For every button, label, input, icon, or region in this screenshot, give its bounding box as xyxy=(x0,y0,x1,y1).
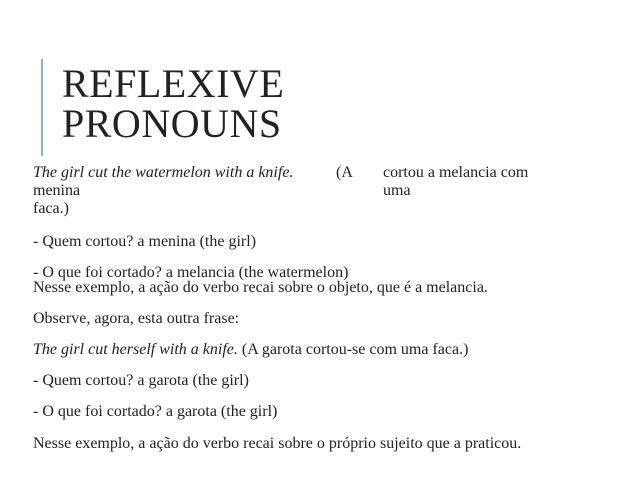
question2-what: - O que foi cortado? a garota (the girl) xyxy=(33,403,278,420)
example1-col2-line2: uma xyxy=(383,182,411,199)
observe-text: Observe, agora, esta outra frase: xyxy=(33,310,240,327)
example1-line3: faca.) xyxy=(33,200,69,217)
question2-who: - Quem cortou? a garota (the girl) xyxy=(33,372,249,389)
title-line-2: PRONOUNS xyxy=(62,101,282,146)
example1-col2-line1: cortou a melancia com xyxy=(383,164,529,181)
example2-portuguese: (A garota cortou-se com uma faca.) xyxy=(241,341,469,358)
example2-english: The girl cut herself with a knife. xyxy=(33,341,238,358)
title-accent-bar xyxy=(41,59,43,156)
slide-title xyxy=(62,61,285,146)
example1-english: The girl cut the watermelon with a knife. xyxy=(33,164,294,181)
example1-paren-open: (A xyxy=(336,164,353,181)
example2-line xyxy=(33,341,468,359)
conclusion1: Nesse exemplo, a ação do verbo recai sobre o objeto, que é a melancia. xyxy=(33,279,488,296)
title-line-1: REFLEXIVE xyxy=(62,61,285,106)
question1-what: - O que foi cortado? a melancia (the watermelon) xyxy=(33,264,349,281)
conclusion2: Nesse exemplo, a ação do verbo recai sobre o próprio sujeito que a praticou. xyxy=(33,435,522,452)
question1-who: - Quem cortou? a menina (the girl) xyxy=(33,233,257,250)
example1-line2: menina xyxy=(33,182,81,199)
